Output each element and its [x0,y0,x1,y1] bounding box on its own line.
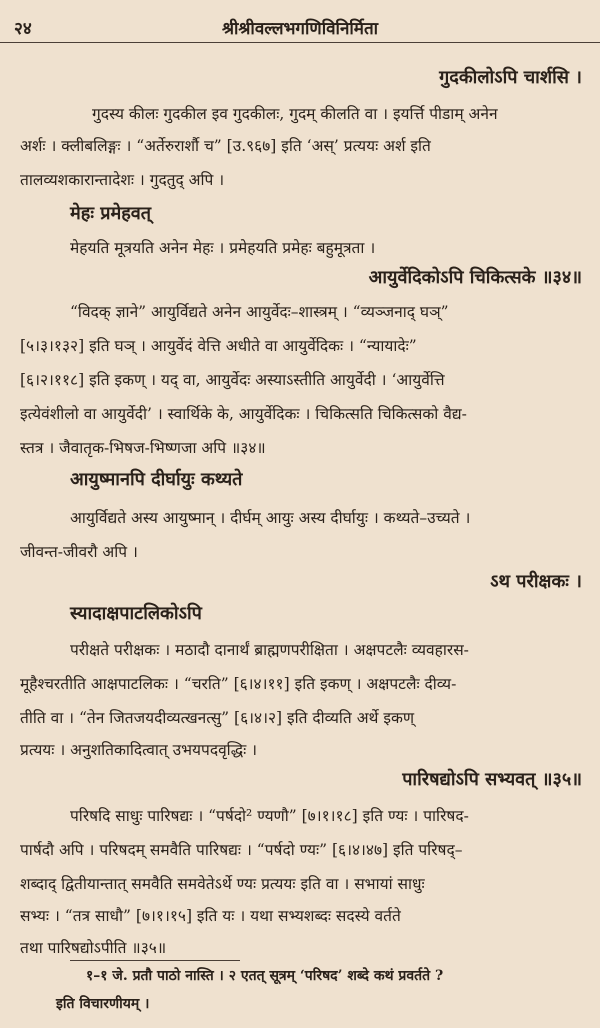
commentary-line: तालव्यशकारान्तादेशः । गुदतुद् अपि । [20,171,225,189]
footnote-rule [70,960,240,961]
section-heading: ऽथ परीक्षकः । [490,571,582,592]
commentary-line: जीवन्त-जीवरौ अपि । [20,543,138,561]
running-title: श्रीश्रीवल्लभगणिविनिर्मिता [221,19,379,39]
footnote-line: इति विचारणीयम् । [56,996,150,1012]
commentary-line: आयुर्विद्यते अस्य आयुष्मान् । दीर्घम् आयुः अस्य दीर्घायुः । कथ्यते–उच्यते । [70,509,471,527]
commentary-line: [६।२।११८] इति इकण् । यद् वा, आयुर्वेदः अस्याऽस्तीति आयुर्वेदी । ‘आयुर्वेत्ति [20,371,445,389]
commentary-line: [५।३।१३२] इति घञ् । आयुर्वेदं वेत्ति अधीते वा आयुर्वेदिकः । “न्यायादेः” [20,337,417,355]
commentary-line: “विदक् ज्ञाने” आयुर्विद्यते अनेन आयुर्वेदः–शास्त्रम् । “व्यञ्जनाद् घञ्” [70,303,449,321]
verse-line: गुदकीलोऽपि चार्शसि । [439,67,582,88]
verse-line: पारिषद्योऽपि सभ्यवत् ॥३५॥ [402,769,582,790]
verse-line: मेहः प्रमेहवत् [70,203,152,224]
commentary-line: मेहयति मूत्रयति अनेन मेहः । प्रमेहयति प्रमेहः बहुमूत्रता । [70,239,376,257]
commentary-line: स्तत्र । जैवातृक-भिषज-भिष्णजा अपि ॥३४॥ [20,439,266,457]
verse-line: आयुर्वेदिकोऽपि चिकित्सके ॥३४॥ [368,267,582,288]
commentary-line: सभ्यः । “तत्र साधौ” [७।१।१५] इति यः । यथा सभ्यशब्दः सदस्ये वर्तते [20,907,401,925]
running-header [0,14,600,43]
verse-line: स्यादाक्षपाटलिकोऽपि [70,603,202,624]
commentary-line: मूहैश्चरतीति आक्षपाटलिकः । “चरति” [६।४।११] इति इकण् । अक्षपटलैः दीव्य- [20,675,457,693]
commentary-line: प्रत्ययः । अनुशतिकादित्वात् उभयपदवृद्धिः । [20,741,258,759]
commentary-line: तथा पारिषद्योऽपीति ॥३५॥ [20,939,167,957]
commentary-line: गुदस्य कीलः गुदकील इव गुदकीलः, गुदम् कीलति वा । इयर्त्ति पीडाम् अनेन [92,105,498,123]
commentary-line: अर्शः । क्लीबलिङ्गः । “अर्तेरुरार्शौ च” [उ.९६७] इति ‘अस्’ प्रत्ययः अर्श इति [20,137,431,155]
commentary-line: परीक्षते परीक्षकः । मठादौ दानार्थं ब्राह्मणपरीक्षिता । अक्षपटलैः व्यवहारस- [70,641,469,659]
commentary-line: परिषदि साधुः पारिषद्यः । “पर्षदो² ण्यणौ” [७।१।१८] इति ण्यः । पारिषद- [70,807,469,825]
page-number: २४ [14,19,32,39]
commentary-line: तीति वा । “तेन जितजयदीव्यत्खनत्सु” [६।४।२] इति दीव्यति अर्थे इकण् [20,709,415,727]
commentary-line: शब्दाद् द्वितीयान्तात् समवैति समवेतेऽर्थे ण्यः प्रत्ययः इति वा । सभायां साधुः [20,875,425,893]
footnote-line: १–१ जे. प्रतौ पाठो नास्ति । २ एतत् सूत्रम् ‘परिषद’ शब्दे कथं प्रवर्तते ? [86,968,444,984]
verse-line: आयुष्मानपि दीर्घायुः कथ्यते [70,469,243,490]
commentary-line: इत्येवंशीलो वा आयुर्वेदी’ । स्वार्थिके के, आयुर्वेदिकः । चिकित्सति चिकित्सको वैद्य- [20,405,467,423]
commentary-line: पार्षदौ अपि । परिषदम् समवैति पारिषद्यः । “पर्षदो ण्यः” [६।४।४७] इति परिषद्– [20,841,463,859]
